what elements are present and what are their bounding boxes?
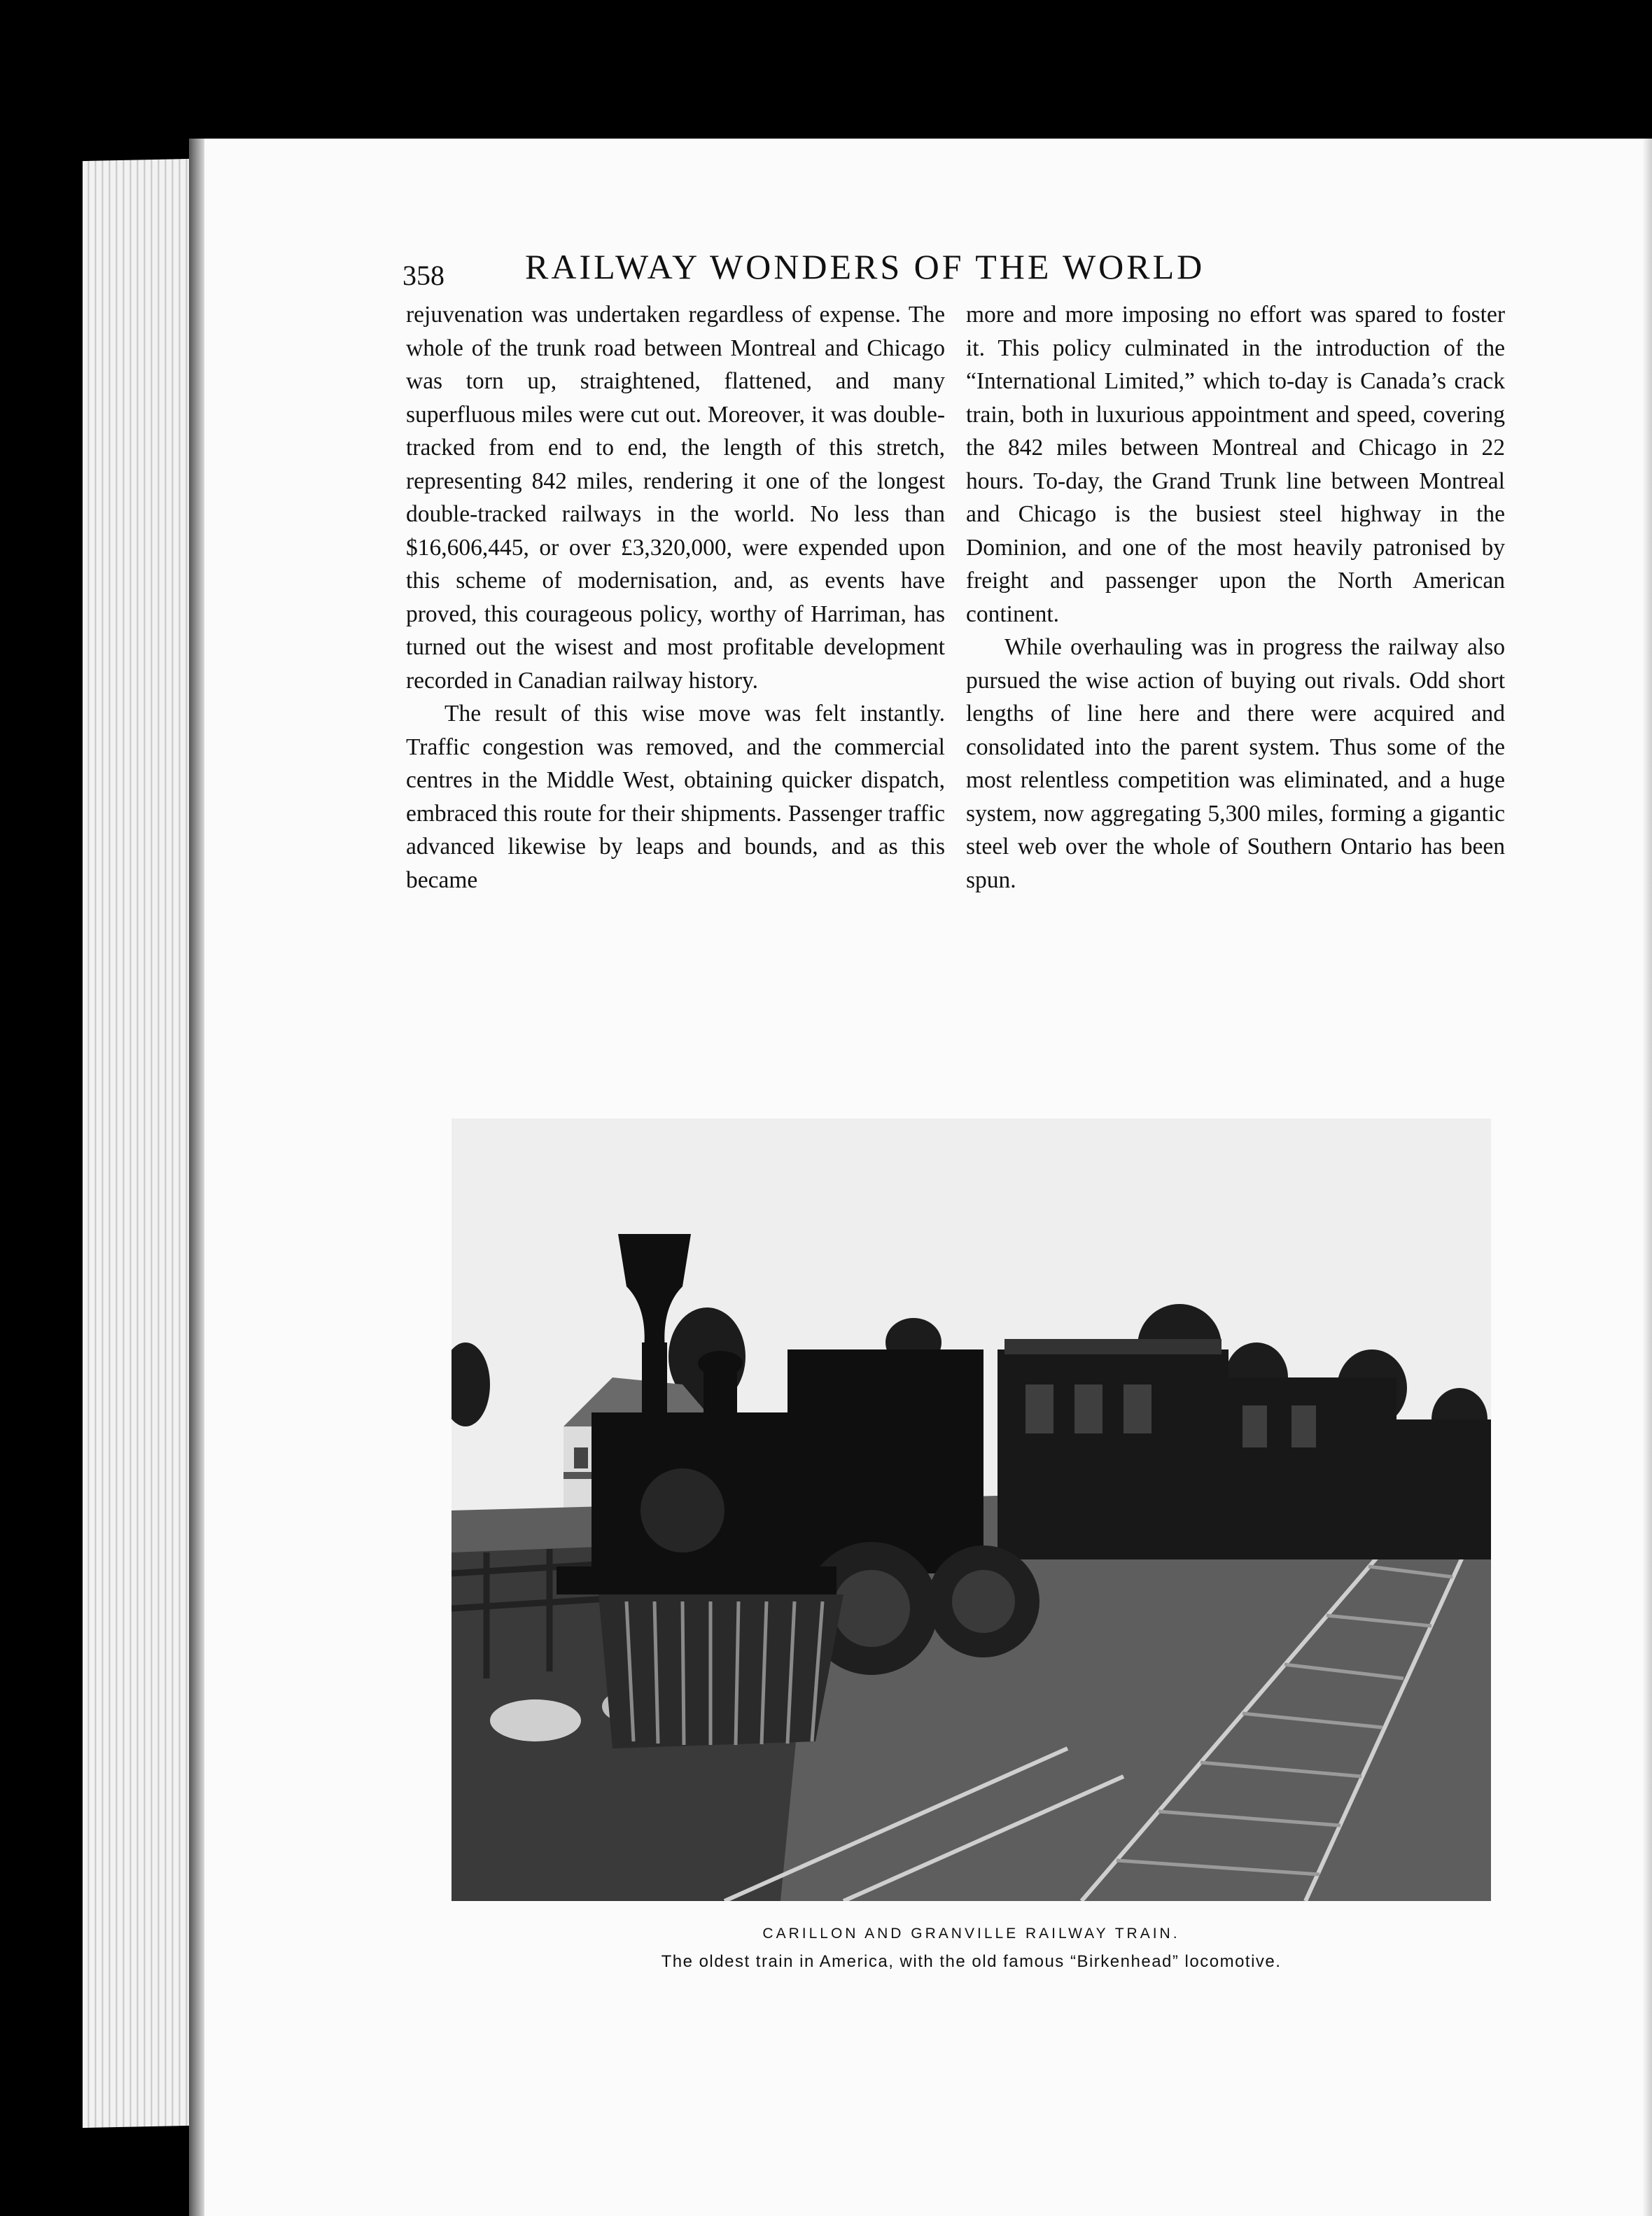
left-text-column xyxy=(406,298,945,897)
right-paragraph-1: more and more imposing no effort was spared to foster it. This policy culminated in the introduction of the “International Limited,” which to-day is Canada’s crack train, both in luxurious appointment and speed, covering the 842 miles between Montreal and Chicago in 22 hours. To-day, the Grand Trunk line between Montreal and Chicago is the busiest steel highway in the Dominion, and one of the most heavily patronised by freight and passenger upon the North American continent. xyxy=(966,302,1505,627)
left-paragraph-1: rejuvenation was undertaken regardless of expense. The whole of the trunk road between Montreal and Chicago was torn up, straightened, flattened, and many superfluous miles were cut out. Moreover, it was double-tracked from end to end, the length of this stretch, representing 842 miles, rendering it one of the longest double-tracked railways in the world. No less than $16,606,445, or over £3,320,000, were expended upon this scheme of modernisation, and, as events have proved, this courageous policy, worthy of Harriman, has turned out the wisest and most profitable development recorded in Canadian railway history. xyxy=(406,302,945,694)
figure-caption-title: CARILLON AND GRANVILLE RAILWAY TRAIN. xyxy=(762,1926,1180,1942)
train-photograph xyxy=(451,1118,1491,1901)
figure-caption-text: The oldest train in America, with the old famous “Birkenhead” locomotive. xyxy=(661,1952,1282,1971)
right-paragraph-2: While overhauling was in progress the railway also pursued the wise action of buying out rivals. Odd short lengths of line here and there were acquired and consolidated into the parent system. Thus some of the most relentless competition was eliminated, and a huge system, now aggregating 5,300 miles, forming a gigantic steel web over the whole of Southern Ontario has been spun. xyxy=(966,634,1505,893)
train-photo-illustration xyxy=(451,1118,1491,1901)
page-number: 358 xyxy=(402,260,444,291)
page-right-edge xyxy=(1642,139,1652,2216)
book-page xyxy=(189,139,1652,2216)
right-text-column xyxy=(966,298,1505,897)
left-paragraph-2: The result of this wise move was felt instantly. Traffic congestion was removed, and the commercial centres in the Middle West, obtaining quicker dispatch, embraced this route for their shipments. Passenger traffic advanced likewise by leaps and bounds, and as this became xyxy=(406,701,945,893)
running-head: RAILWAY WONDERS OF THE WORLD xyxy=(525,247,1205,286)
spine-shadow xyxy=(189,139,204,2216)
cowcatcher xyxy=(598,1594,844,1748)
